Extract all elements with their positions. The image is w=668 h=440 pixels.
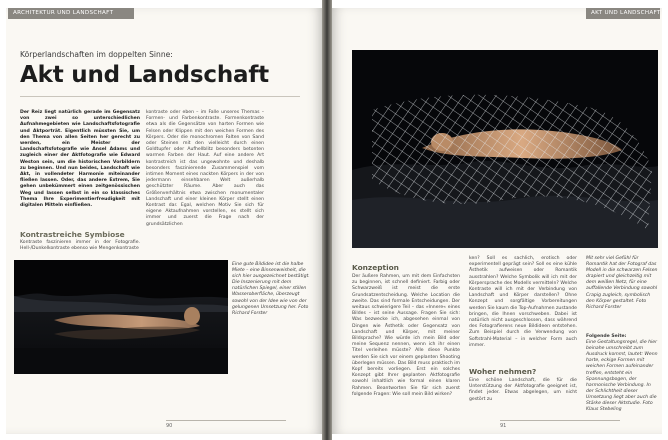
photo-nude-net-rocks <box>352 50 658 248</box>
page-number-right: 91 <box>500 420 620 429</box>
woher-column <box>469 378 577 416</box>
caption-next-page-heading: Folgende Seite: <box>586 334 627 339</box>
konzeption-column <box>352 274 460 414</box>
section-heading-woher: Woher nehmen? <box>469 367 537 376</box>
title-rule <box>20 96 300 97</box>
section-kontrast-text: Kontraste faszinieren immer in der Fotografie. Hell-/Dunkelkontraste ebenso wie Mengenkontraste <box>20 240 140 252</box>
intro-paragraph: Der Reiz liegt natürlich gerade im Gegensatz von zwei so unterschiedlichen Aufnahmegebieten wie Landschaftsfotografie und Aktporträt. Eigentlich müssten Sie, um den Thema von allen Seiten her gerecht zu werden, ein Meister der Landschaftsfotografie wie Ansel Adams und zugleich einer der Aktfotografie wie Edward Weston sein, um die historischen Vorbildern zu beginnen. Und nun beides, Landschaft wie Akt, in vollendeter Harmonie miteinander fließen lassen. Oder, das andere Extrem, Sie gehen unbekümmert einen zeitgenössischen Weg und lassen selbst in ein so klassisches Thema Ihre Experimentierfreudigkeit mit digitalen Mitteln einfließen. <box>20 110 140 209</box>
section-kontrast-column <box>20 240 140 256</box>
second-column <box>146 110 264 270</box>
article-kicker: Körperlandschaften im doppelten Sinne: <box>20 50 173 59</box>
right-middle-text: ken? Soll es sachlich, erotisch oder experimentell geprägt sein? Soll es eine kühle Ästhetik aufweisen oder Romantik ausstrahlen? Welche Symbolik will ich mit der Körpersprache des Modells vermitteln? Welche Kontraste will ich mit der Verbindung von Landschaft und Körper darstellen? Ohne Konzept und sorgfältige Vorbereitungen werden Sie kaum die Top-Aufnahmen zustande bringen, die Ihnen vorschweben. Dabei ist natürlich nicht ausgeschlossen, dass während des Fotografierens neue Bildideen entstehen. Zum Beispiel durch die Verwendung von Softstrahl-Material – in welcher Form auch immer. <box>469 256 577 348</box>
woher-text: Eine schöne Landschaft, die für die Unterstützung der Aktfotografie geeignet ist, findet jeder. Etwas abgelegen, um nicht gestört zu <box>469 378 577 402</box>
caption-right-photo: Mit sehr viel Gefühl für Romantik hat der Fotograf das Modell in die schwarzen Felsen drapiert und gleichzeitig mit dem weißen Netz, für eine auffallende Verbindung sowohl Crapig zugleich, symbolisch den Körper gestaltet. Foto Richard Forster <box>586 256 658 310</box>
intro-column <box>20 110 140 240</box>
section-heading-kontrast: Kontrastreiche Symbiose <box>20 230 125 239</box>
section-heading-konzeption: Konzeption <box>352 263 399 272</box>
photo-nude-reflection <box>14 260 228 374</box>
right-middle-column <box>469 256 577 364</box>
book-gutter <box>322 0 332 440</box>
photo-nude-net-rocks-image <box>352 50 658 248</box>
caption-next-page-text: Eine Gestaltungsregel, die hier beinahe umschreibt zum Ausdruck kommt, lautet: Wenn harte, eckige Formen mit weichen Formen aufeinander treffen, entsteht ein Spannungsbogen, der harmonische Verbindung. In der Schlichtheit dieser Umsetzung liegt aber auch die Stärke dieser Aktstudie. Foto Klaus Stebeling <box>586 340 658 413</box>
caption-next-page <box>586 334 658 413</box>
konzeption-text: Der äußere Rahmen, um mit dem Einfachsten zu beginnen, ist schnell definiert. Farbig oder Schwarzweiß ist meist die erste Grundsatzentscheidung. Welche Location die zweite. Das sind formale Entscheidungen. Der weitaus schwierigere Teil – das »Innere« eines Bildes – ist seine Aussage. Fragen Sie sich: Was bezwecke ich, abgesehen einmal von Dingen wie Ästhetik oder Gegensatz von Landschaft und Körper, mit meiner Bildsprache? Wie würde ich mein Bild oder meine Sequenz nennen, wenn ich ihr einen Titel verleihen müsste? Alle diese Punkte werden Sie sich vor einem geplanten Shooting überlegen müssen. Das Bild muss praktisch im Kopf bereits vorliegen. Erst ein solches Konzept gibt Ihrer geplanten Aktfotografie sowohl inhaltlich wie formal einen klaren Rahmen. Beantworten Sie für sich zuerst folgende Fragen: Wie soll mein Bild wirken? <box>352 274 460 397</box>
photo-nude-reflection-image <box>14 260 228 374</box>
caption-left-photo: Eine gute Bildidee ist die halbe Miete – eine Binsenweisheit, die sich hier ausgezeichnet bestätigt. Die Inszenierung mit dem natürlichen Spiegel, einer stillen Wasseroberfläche, überzeugt sowohl von der Idee wie von der gelungenen Umsetzung her. Foto Richard Forster <box>232 262 310 316</box>
second-column-text: kontraste oder eben – im Falle unseres Themas – Formen- und Farbenkontraste. Formenkontraste etwa als die Gegensätze von harten Formen wie Felsen oder Klippen mit den weichen Formen des Körpers. Oder die monochromen Falten von Sand oder Steinen mit den vielleicht durch einen Goldtupfer oder Aufhellblitz besonders betonten warmen Farben der Haut. Auf eine andere Art kontrastreich ist das ungewohnte und deshalb besonders faszinierende Zusammenspiel vom intimen Moment eines nackten Körpers in der von jedermann einsehbaren Welt außerhalb geschützter Räume. Aber auch das Größenverhältnis etwa zwischen monumentaler Landschaft und einer kleinen Körper stellt einen Kontrast dar. Egal, welchen Motiv Sie sich für eigene Aktaufnahmen vorstellen, es stellt sich immer und zuerst die Frage nach der grundsätzlichen <box>146 110 264 227</box>
running-header-right: AKT UND LANDSCHAFT <box>586 8 660 19</box>
article-title: Akt und Landschaft <box>20 62 269 88</box>
running-header-left: ARCHITEKTUR UND LANDSCHAFT <box>8 8 134 19</box>
page-number-left: 90 <box>166 420 286 429</box>
